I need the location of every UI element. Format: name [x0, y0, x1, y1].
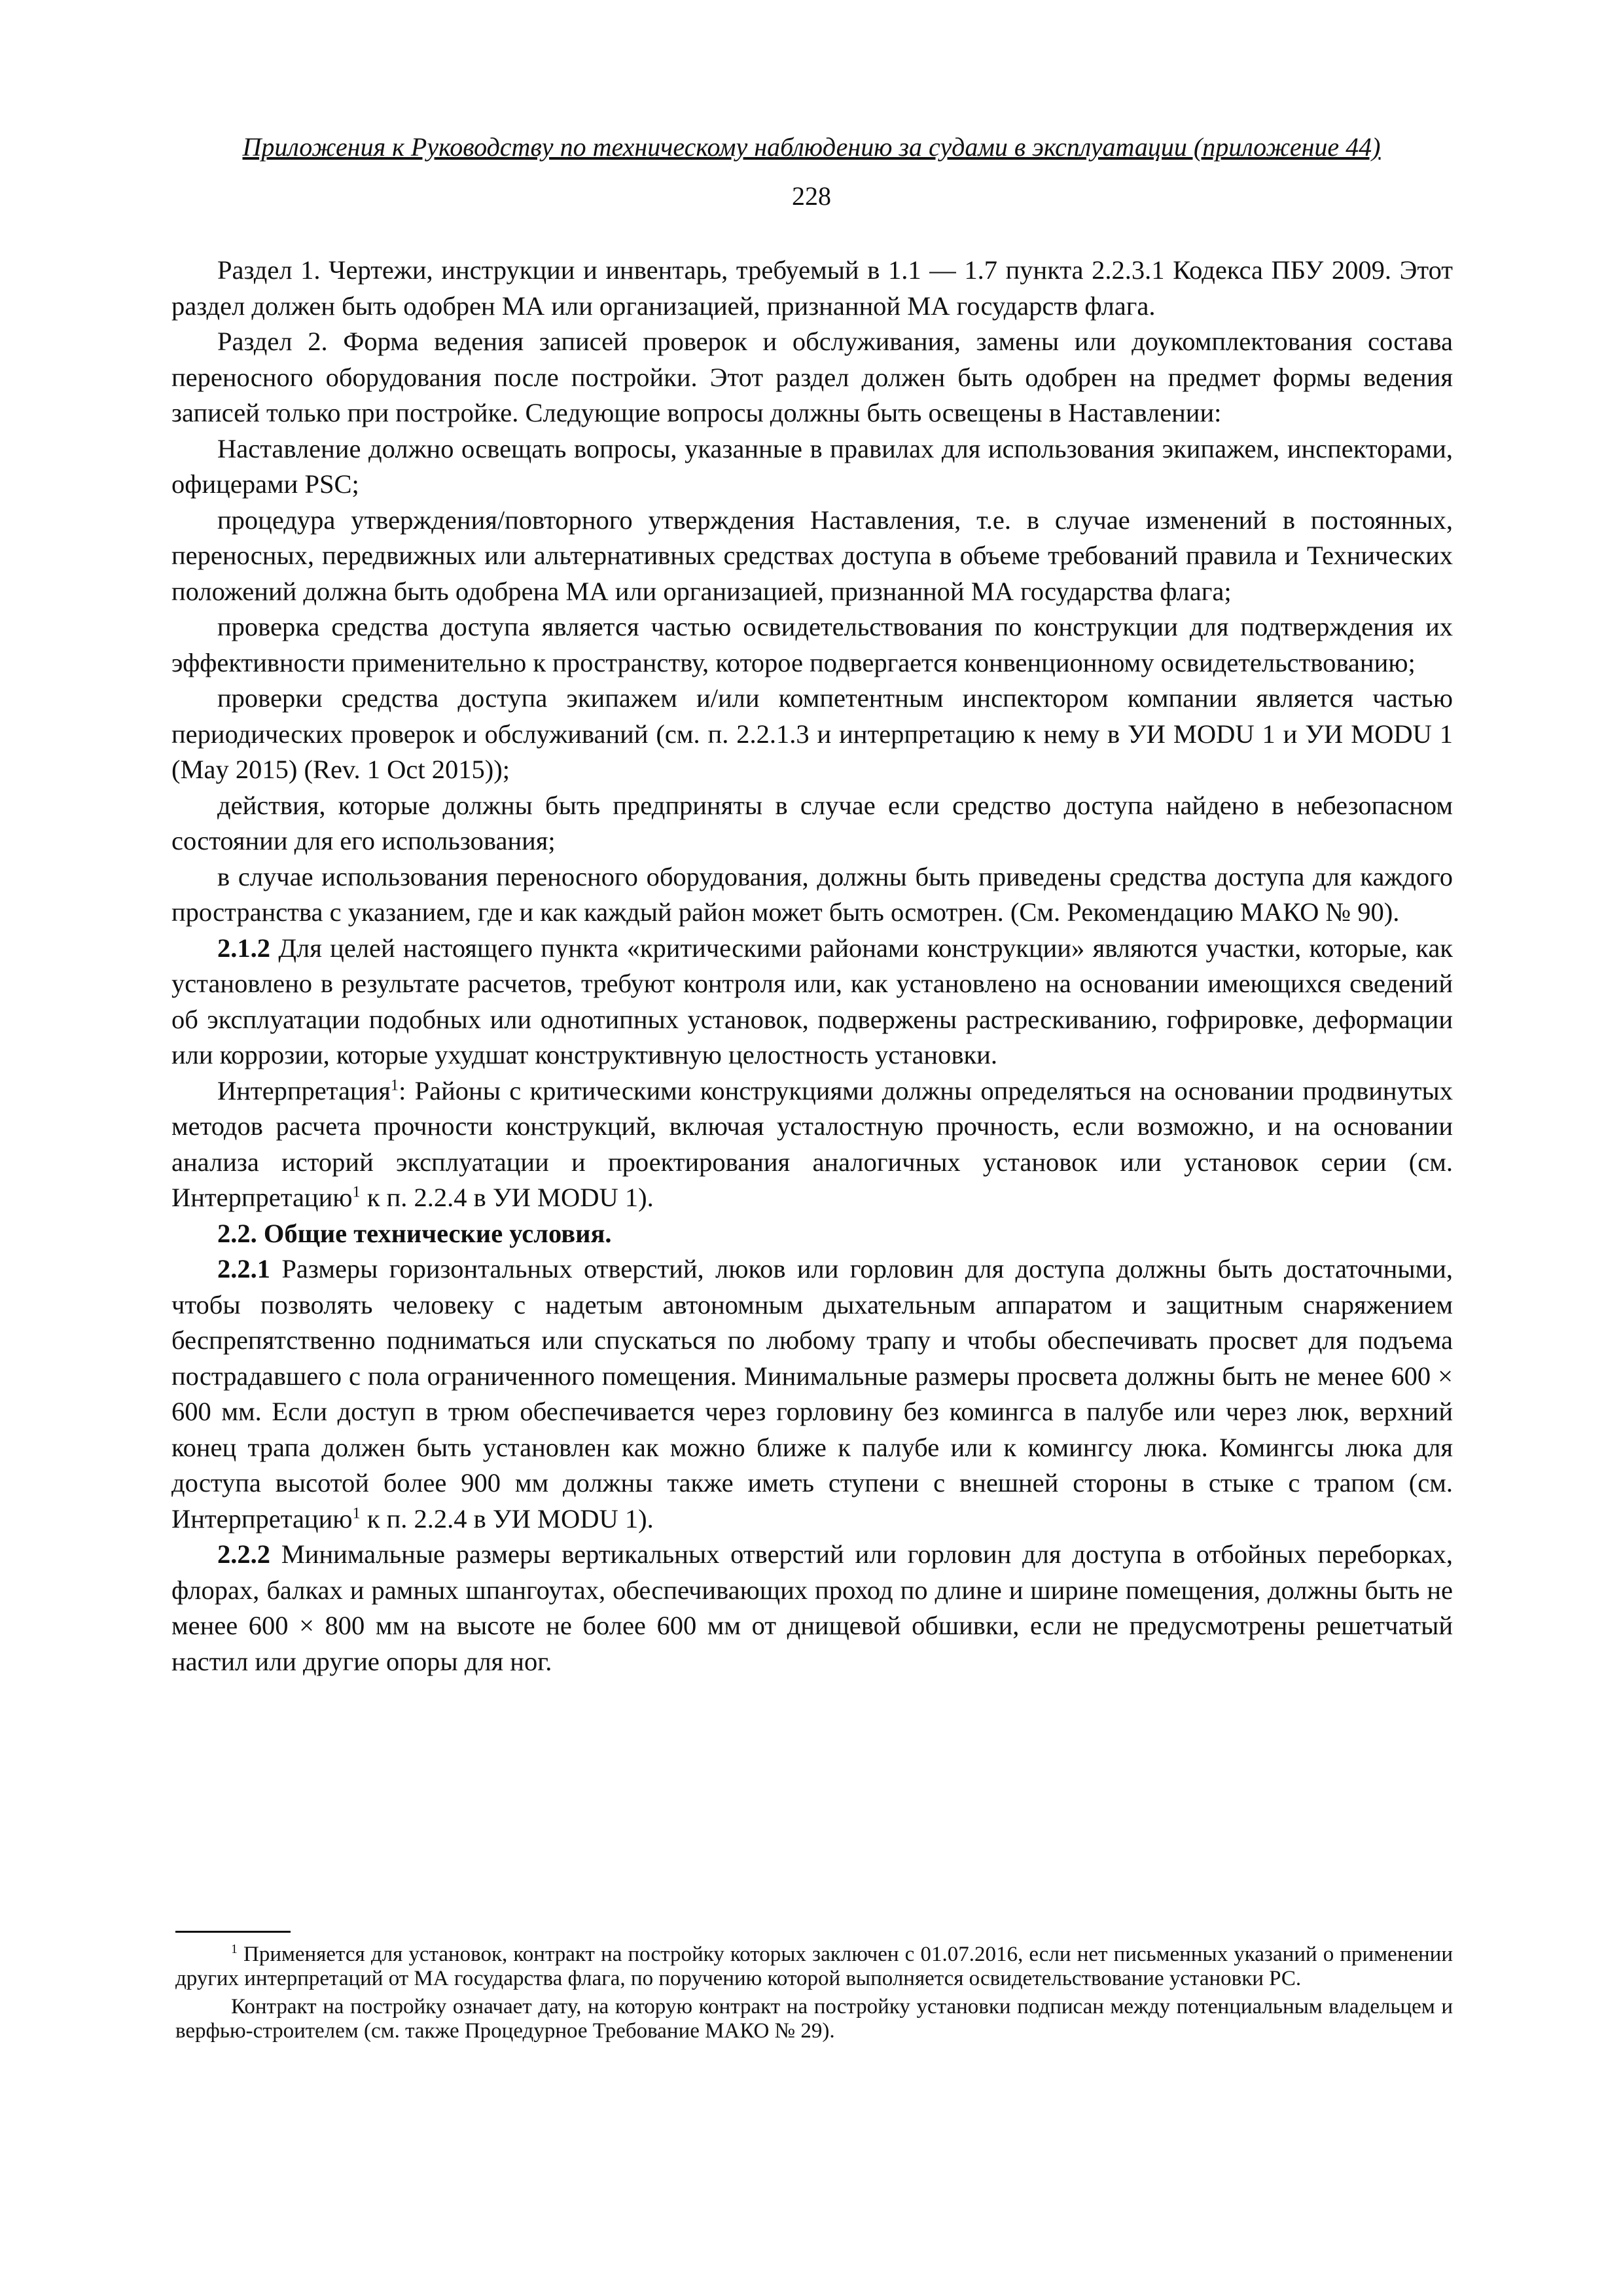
footnotes	[175, 1943, 1453, 2043]
paragraph-2-2-1	[171, 1251, 1453, 1537]
footnote-1	[175, 1943, 1453, 1991]
paragraph-portable-equipment: в случае использования переносного оборудования, должны быть приведены средства доступа для каждого пространства с указанием, где и как каждый район может быть осмотрен. (См. Рекомендацию МАКО № 90).	[171, 861, 1453, 927]
paragraph-crew-checks: проверки средства доступа экипажем и/или компетентным инспектором компании является частью периодических проверок и обслуживаний (см. п. 2.2.1.3 и интерпретацию к нему в УИ MODU 1 и УИ MODU 1 (May 2015) (Rev. 1 Oct 2015));	[171, 683, 1453, 784]
footnote-1-continued: Контракт на постройку означает дату, на которую контракт на постройку установки подписан между потенциальным владельцем и верфью-строителем (см. также Процедурное Требование МАКО № 29).	[175, 1995, 1453, 2043]
interpretation-text: : Районы с критическими конструкциями должны определяться на основании продвинутых методов расчета прочности конструкций, включая усталостную прочность, если возможно, и на основании анализа историй эксплуатации и проектирования аналогичных установок или установок серии (см. Интерпретацию	[171, 1075, 1453, 1212]
paragraph-unsafe-actions: действия, которые должны быть предприняты в случае если средство доступа найдено в небезопасном состоянии для его использования;	[171, 790, 1453, 855]
paragraph-section-2: Раздел 2. Форма ведения записей проверок и обслуживания, замены или доукомплектования состава переносного оборудования после постройки. Этот раздел должен быть одобрен на предмет формы ведения записей только при постройке. Следующие вопросы должны быть освещены в Наставлении:	[171, 327, 1453, 427]
footnote-divider	[175, 1931, 291, 1933]
footnote-ref: 1	[352, 1504, 361, 1522]
interpretation-text-end: к п. 2.2.4 в УИ MODU 1).	[360, 1183, 654, 1212]
paragraph-access-check: проверка средства доступа является частью освидетельствования по конструкции для подтверждения их эффективности применительно к пространству, которое подвергается конвенционному освидетельствованию;	[171, 612, 1453, 677]
clause-text-end: к п. 2.2.4 в УИ MODU 1).	[360, 1503, 654, 1534]
page-number: 228	[792, 181, 831, 211]
clause-number: 2.1.2	[217, 933, 270, 963]
paragraph-interpretation	[171, 1073, 1453, 1216]
clause-text: Для целей настоящего пункта «критическими районами конструкции» являются участки, которые, как установлено в результате расчетов, требуют контроля или, как установлено на основании имеющихся сведений об эксплуатации подобных или однотипных установок, подвержены растрескиванию, гофрировке, деформации или коррозии, которые ухудшат конструктивную целостность установки.	[171, 933, 1453, 1069]
paragraph-manual-scope: Наставление должно освещать вопросы, указанные в правилах для использования экипажем, инспекторами, офицерами PSC;	[171, 433, 1453, 499]
paragraph-2-2-2	[171, 1537, 1453, 1679]
section-heading-text: 2.2. Общие технические условия.	[217, 1218, 612, 1248]
clause-number: 2.2.2	[217, 1539, 270, 1569]
interpretation-lead: Интерпретация	[217, 1075, 391, 1105]
paragraph-section-1: Раздел 1. Чертежи, инструкции и инвентарь, требуемый в 1.1 — 1.7 пункта 2.2.3.1 Кодекса ПБУ 2009. Этот раздел должен быть одобрен МА или организацией, признанной МА государств флага.	[171, 255, 1453, 321]
section-heading-2-2	[171, 1216, 1453, 1252]
footnote-ref: 1	[352, 1183, 361, 1201]
clause-text: Размеры горизонтальных отверстий, люков или горловин для доступа должны быть достаточными, чтобы позволять человеку с надетым автономным дыхательным аппаратом и защитным снаряжением беспрепятственно подниматься или спускаться по любому трапу и чтобы обеспечивать просвет для подъема пострадавшего с пола ограниченного помещения. Минимальные размеры просвета должны быть не менее 600 × 600 мм. Если доступ в трюм обеспечивается через горловину без комингса в палубе или через люк, верхний конец трапа должен быть установлен как можно ближе к палубе или к комингсу люка. Комингсы люка для доступа высотой более 900 мм должны также иметь ступени с внешней стороны в стыке с трапом (см. Интерпретацию	[171, 1254, 1453, 1534]
footnote-mark: 1	[231, 1942, 238, 1956]
clause-text: Минимальные размеры вертикальных отверстий или горловин для доступа в отбойных переборках, флорах, балках и рамных шпангоутах, обеспечивающих проход по длине и ширине помещения, должны быть не менее 600 × 800 мм на высоте не более 600 мм от днищевой обшивки, если не предусмотрены решетчатый настил или другие опоры для ног.	[171, 1539, 1453, 1676]
running-header: Приложения к Руководству по техническому наблюдению за судами в эксплуатации (приложение 44)	[242, 132, 1381, 162]
paragraph-approval-procedure: процедура утверждения/повторного утверждения Наставления, т.е. в случае изменений в постоянных, переносных, передвижных или альтернативных средствах доступа в объеме требований правила и Технических положений должна быть одобрена МА или организацией, признанной МА государства флага;	[171, 505, 1453, 606]
body-text	[171, 253, 1453, 1679]
clause-number: 2.2.1	[217, 1254, 270, 1283]
footnote-text: Применяется для установок, контракт на постройку которых заключен с 01.07.2016, если нет письменных указаний о применении других интерпретаций от МА государства флага, по поручению которой выполняется освидетельствование установки РС.	[175, 1943, 1453, 1990]
footnote-ref: 1	[390, 1076, 399, 1094]
paragraph-2-1-2	[171, 931, 1453, 1073]
